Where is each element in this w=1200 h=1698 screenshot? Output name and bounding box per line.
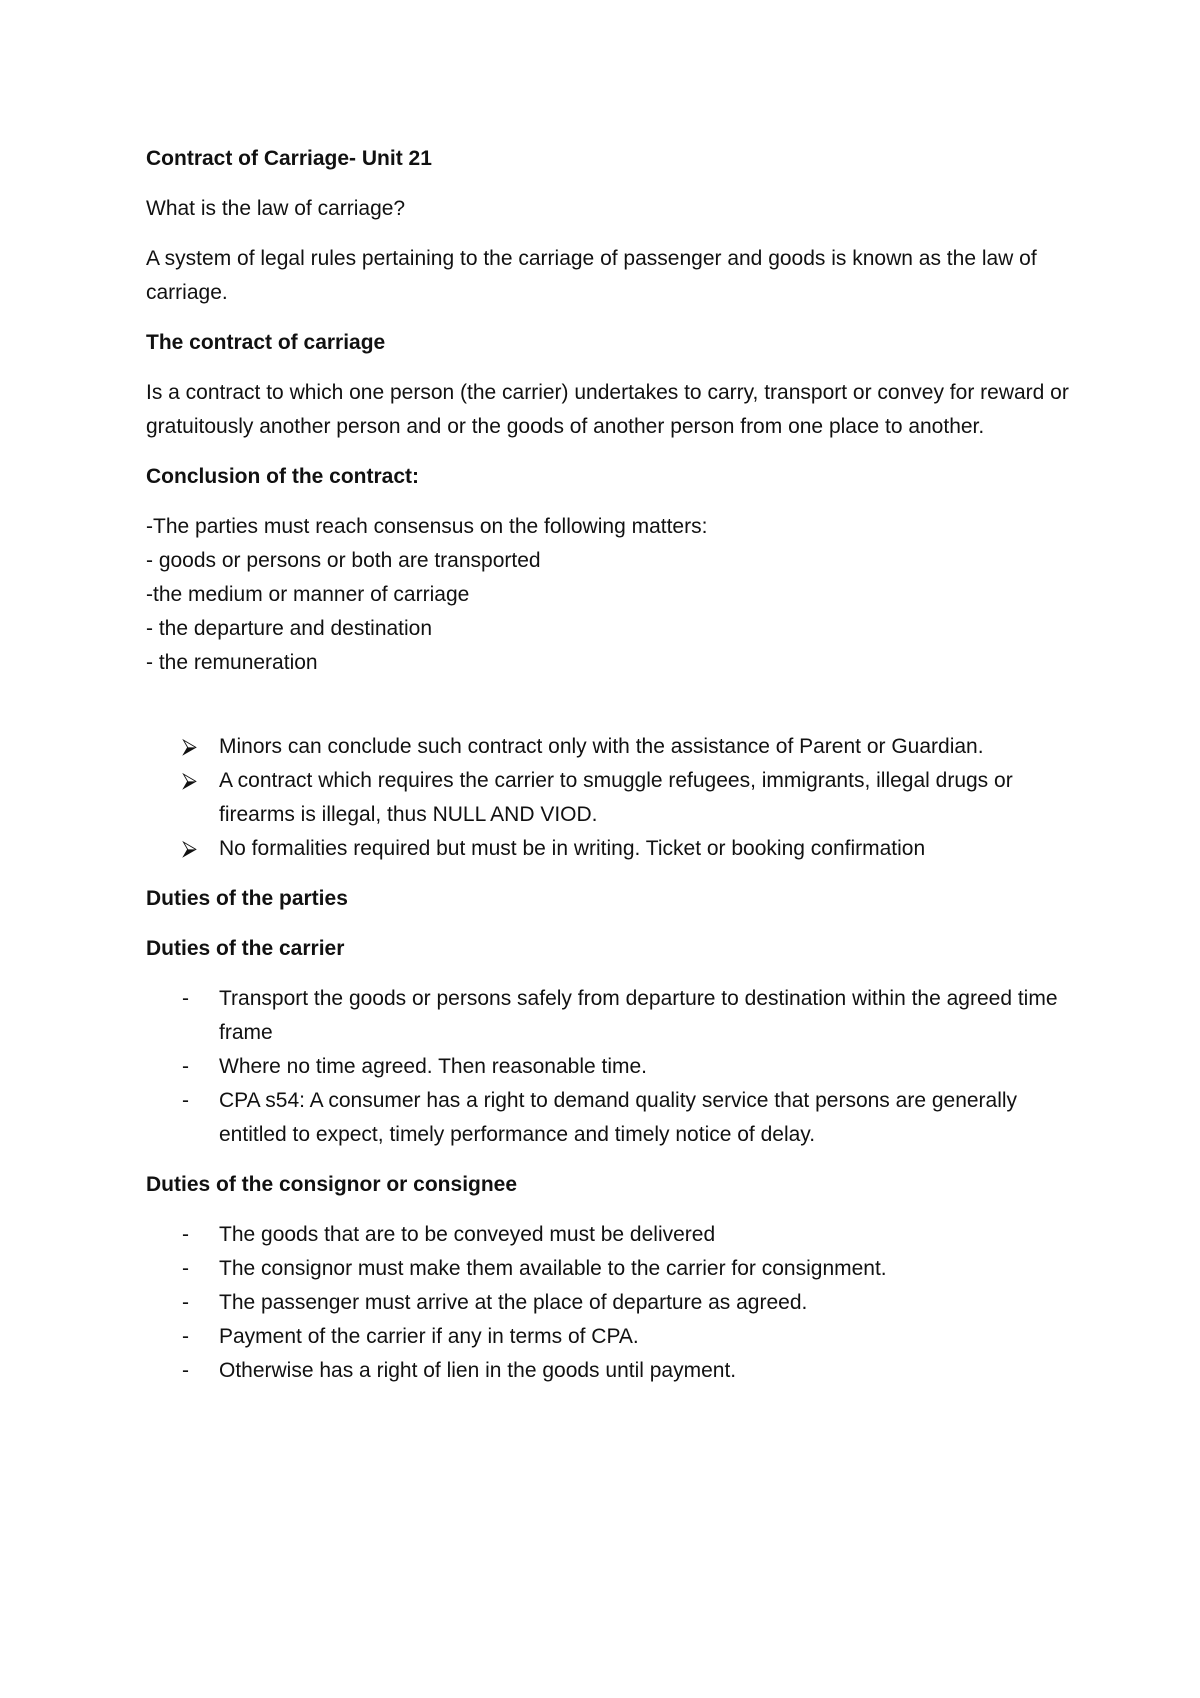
contract-heading: The contract of carriage — [146, 331, 386, 354]
dash-bullet: - — [182, 987, 189, 1010]
consensus-list — [146, 510, 1086, 680]
list-item — [146, 1286, 1086, 1320]
dash-bullet: - — [182, 1089, 189, 1112]
consignor-duties-heading: Duties of the consignor or consignee — [146, 1173, 518, 1196]
list-item — [146, 1354, 1086, 1388]
contract-paragraph: Is a contract to which one person (the carrier) undertakes to carry, transport or convey for reward or gratuitously another person and or the goods of another person from one place to another. — [146, 381, 1069, 438]
list-item — [146, 1218, 1086, 1252]
arrow-bullet-icon: ⮚ — [182, 769, 197, 792]
carrier-duties-list — [146, 982, 1086, 1152]
list-item — [146, 1084, 1086, 1152]
list-item-text: Transport the goods or persons safely from departure to destination within the agreed time frame — [219, 987, 1058, 1044]
document-page — [146, 142, 1086, 1404]
list-item — [146, 1320, 1086, 1354]
list-item-text: The goods that are to be conveyed must be delivered — [219, 1223, 716, 1246]
list-item-text: Payment of the carrier if any in terms of CPA. — [219, 1325, 639, 1348]
list-item-text: The consignor must make them available to the carrier for consignment. — [219, 1257, 887, 1280]
list-item — [146, 730, 1086, 764]
consensus-line: - goods or persons or both are transported — [146, 549, 541, 572]
consignor-duties-list — [146, 1218, 1086, 1388]
list-item-text: Minors can conclude such contract only with the assistance of Parent or Guardian. — [219, 735, 984, 758]
list-item-text: CPA s54: A consumer has a right to demand quality service that persons are generally entitled to expect, timely performance and timely notice of delay. — [219, 1089, 1018, 1146]
dash-bullet: - — [182, 1291, 189, 1314]
dash-bullet: - — [182, 1223, 189, 1246]
list-item — [146, 1050, 1086, 1084]
carrier-duties-heading: Duties of the carrier — [146, 937, 345, 960]
consensus-line: - the remuneration — [146, 651, 318, 674]
list-item — [146, 764, 1086, 832]
list-item-text: The passenger must arrive at the place of departure as agreed. — [219, 1291, 808, 1314]
list-item-text: Where no time agreed. Then reasonable time. — [219, 1055, 648, 1078]
list-item — [146, 982, 1086, 1050]
list-item — [146, 1252, 1086, 1286]
duties-heading: Duties of the parties — [146, 887, 348, 910]
definition-paragraph: A system of legal rules pertaining to the carriage of passenger and goods is known as the law of carriage. — [146, 247, 1037, 304]
consensus-line: - the departure and destination — [146, 617, 433, 640]
list-item-text: Otherwise has a right of lien in the goods until payment. — [219, 1359, 737, 1382]
consensus-line: -The parties must reach consensus on the following matters: — [146, 515, 708, 538]
list-item — [146, 832, 1086, 866]
list-item-text: No formalities required but must be in writing. Ticket or booking confirmation — [219, 837, 926, 860]
arrow-bullet-icon: ⮚ — [182, 837, 197, 860]
list-item-text: A contract which requires the carrier to smuggle refugees, immigrants, illegal drugs or firearms is illegal, thus NULL AND VIOD. — [219, 769, 1013, 826]
arrow-bullet-list — [146, 730, 1086, 866]
dash-bullet: - — [182, 1325, 189, 1348]
conclusion-heading: Conclusion of the contract: — [146, 465, 419, 488]
dash-bullet: - — [182, 1359, 189, 1382]
consensus-line: -the medium or manner of carriage — [146, 583, 470, 606]
dash-bullet: - — [182, 1257, 189, 1280]
dash-bullet: - — [182, 1055, 189, 1078]
document-title: Contract of Carriage- Unit 21 — [146, 147, 432, 170]
arrow-bullet-icon: ⮚ — [182, 735, 197, 758]
question-text: What is the law of carriage? — [146, 197, 406, 220]
